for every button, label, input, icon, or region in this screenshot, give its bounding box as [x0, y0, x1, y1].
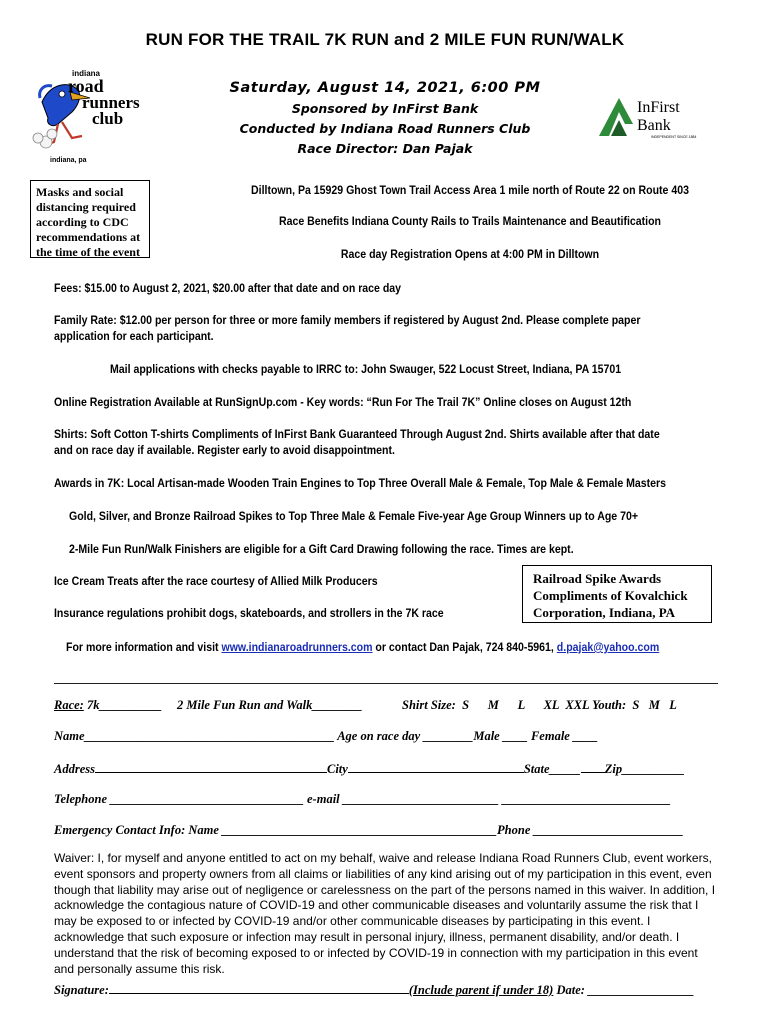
event-date: Saturday, August 14, 2021, 6:00 PM — [229, 80, 541, 96]
spike-box-line-3: Corporation, Indiana, PA — [533, 605, 676, 620]
zip-field[interactable]: __________ — [622, 762, 685, 776]
logo-text-road: road — [68, 76, 104, 96]
contact-middle: or contact Dan Pajak, 724 840-5961, — [372, 640, 557, 654]
railroad-spikes-line: Gold, Silver, and Bronze Railroad Spikes to Top Three Male & Female Five-year Age Group Winners up to Age 70+ — [69, 509, 639, 523]
ice-cream-line: Ice Cream Treats after the race courtesy of Allied Milk Producers — [54, 574, 378, 588]
infirst-bank-logo — [597, 92, 717, 142]
address-label: Address — [54, 762, 95, 776]
male-field[interactable]: Male ____ — [473, 729, 531, 743]
sponsor-line: Sponsored by InFirst Bank — [291, 101, 479, 116]
bank-tagline: INDEPENDENT SINCE 1884 — [651, 135, 697, 139]
include-parent-note: (Include parent if under 18) — [408, 983, 554, 997]
emergency-contact-row — [54, 823, 684, 838]
location-line: Dilltown, Pa 15929 Ghost Town Trail Access Area 1 mile north of Route 22 on Route 403 — [251, 183, 689, 197]
waiver-text: Waiver: I, for myself and anyone entitled to act on my behalf, waive and release Indiana Road Runners Club, event workers, event sponsors and property owners from all claims or liabilities of any kind arising out of my participation in this event, even though that liability may arise out of negligence or carelessness on the part of the persons named in this waiver. In addition, I acknowledge the contagious nature of COVID-19 and other communicable diseases and voluntarily assume the risk that I may be exposed to or infected by COVID-19 and/or other communicable diseases by participating in this event. I acknowledge that such exposure or infection may result in personal injury, illness, permanent disability, and/or death. I understand that the risk of becoming exposed to or infected by COVID-19 in connection with my participation in this event and personally assume this risk. — [54, 851, 716, 976]
shirt-size-field[interactable]: Shirt Size: S M L XL XXL Youth: S M L — [402, 698, 677, 712]
female-field[interactable]: Female ____ — [530, 729, 598, 743]
road-runners-club-logo — [32, 62, 142, 167]
race-selection-row — [54, 698, 162, 713]
insurance-line: Insurance regulations prohibit dogs, skateboards, and strollers in the 7K race — [54, 606, 444, 620]
zip-label: Zip — [604, 762, 623, 776]
state-field[interactable]: _____ — [549, 762, 581, 776]
family-rate-line-1: Family Rate: $12.00 per person for three or more family members if registered by August 2nd. Please complete paper — [54, 313, 641, 327]
email-link[interactable]: d.pajak@yahoo.com — [556, 640, 660, 654]
family-rate-line-2: application for each participant. — [54, 329, 214, 343]
bank-name-line2: Bank — [637, 117, 671, 134]
page-title: RUN FOR THE TRAIL 7K RUN and 2 MILE FUN RUN/WALK — [145, 30, 625, 49]
registration-opens-line: Race day Registration Opens at 4:00 PM in Dilltown — [340, 247, 600, 261]
form-divider — [54, 683, 718, 684]
age-field[interactable]: Age on race day ________ — [334, 729, 474, 743]
city-field[interactable] — [348, 760, 524, 773]
signature-field[interactable] — [109, 981, 409, 994]
date-field[interactable]: Date: _________________ — [553, 983, 695, 997]
logo-text-runners: runners — [82, 93, 140, 112]
masks-notice-box: Masks and social distancing required according to CDC recommendations at the time of the event — [30, 180, 150, 258]
emergency-phone-field[interactable]: Phone ________________________ — [497, 823, 684, 837]
mail-line: Mail applications with checks payable to IRRC to: John Swauger, 522 Locust Street, Indiana, PA 15701 — [110, 362, 622, 376]
bank-logo-icon — [597, 92, 717, 142]
awards-7k-line: Awards in 7K: Local Artisan-made Wooden Train Engines to Top Three Overall Male & Female, Top Male & Female Masters — [54, 476, 667, 490]
name-label: Name — [54, 729, 85, 743]
name-row — [54, 729, 598, 744]
shirts-line-2: and on race day if available. Register early to avoid disappointment. — [54, 443, 395, 457]
logo-caption: indiana, pa — [50, 157, 87, 164]
address-field[interactable] — [95, 760, 327, 773]
spike-box-line-2: Compliments of Kovalchick — [533, 588, 688, 603]
bank-name-line1: InFirst — [637, 99, 680, 116]
contact-line — [66, 640, 659, 654]
address-row — [54, 760, 685, 777]
conducted-line: Conducted by Indiana Road Runners Club — [239, 121, 531, 136]
state-label: State — [523, 762, 550, 776]
emergency-contact-field[interactable]: Emergency Contact Info: Name ____________________________________________ — [54, 823, 498, 837]
benefits-line: Race Benefits Indiana County Rails to Trails Maintenance and Beautification — [278, 214, 662, 228]
state-field-extension[interactable] — [581, 760, 605, 773]
shirts-line-1: Shirts: Soft Cotton T-shirts Compliments of InFirst Bank Guaranteed Through August 2nd. Shirts available after that date — [54, 427, 660, 441]
city-label: City — [326, 762, 348, 776]
race-label: Race: — [54, 698, 84, 712]
logo-text-club: club — [92, 109, 124, 128]
signature-label: Signature: — [54, 983, 109, 997]
contact-prefix: For more information and visit — [66, 640, 222, 654]
signature-row — [54, 981, 694, 998]
spike-awards-box — [522, 565, 712, 623]
fun-run-line: 2-Mile Fun Run/Walk Finishers are eligible for a Gift Card Drawing following the race. Times are kept. — [69, 542, 574, 556]
race-director: Race Director: Dan Pajak — [297, 141, 473, 156]
website-link[interactable]: www.indianaroadrunners.com — [221, 640, 373, 654]
online-registration-line: Online Registration Available at RunSignUp.com - Key words: “Run For The Trail 7K” Online closes on August 12th — [54, 395, 632, 409]
logo-text-indiana: indiana — [72, 69, 101, 78]
spike-box-line-1: Railroad Spike Awards — [533, 571, 662, 586]
fees-line: Fees: $15.00 to August 2, 2021, $20.00 after that date and on race day — [54, 281, 402, 295]
telephone-email-field[interactable]: Telephone _______________________________ e-mail _________________________ ___________________________ — [54, 792, 671, 806]
name-field[interactable]: ________________________________________ — [84, 729, 335, 743]
fun-run-field[interactable]: 2 Mile Fun Run and Walk________ — [177, 698, 363, 712]
roadrunner-icon — [32, 62, 142, 167]
race-7k-field[interactable]: 7k__________ — [83, 698, 162, 712]
